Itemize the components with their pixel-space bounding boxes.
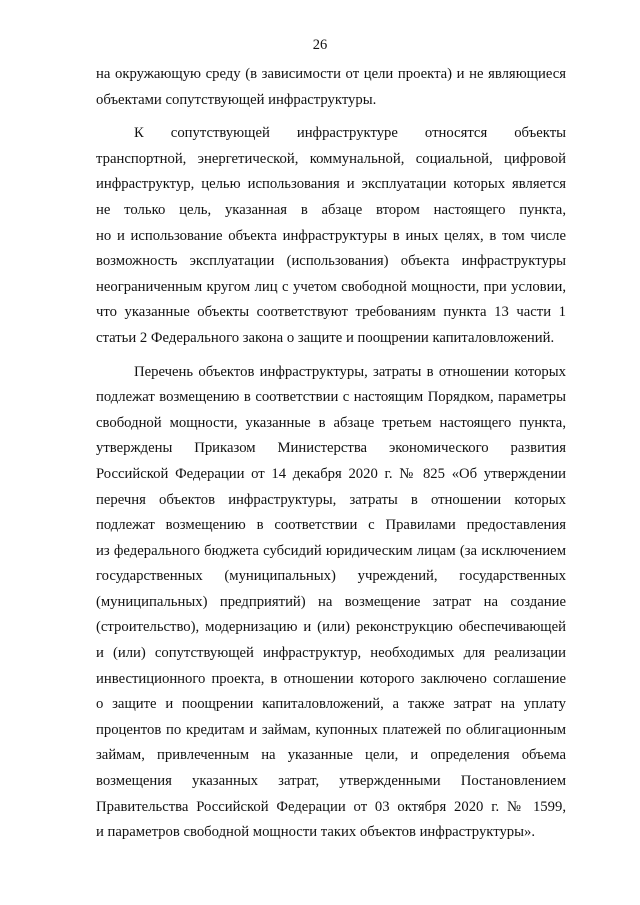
text-line: К сопутствующей инфраструктуре относятся объекты — [134, 125, 566, 142]
text-line: Перечень объектов инфраструктуры, затраты в отношении которых — [134, 363, 566, 380]
text-line: что указанные объекты соответствуют требованиям пункта 13 части 1 — [96, 304, 566, 321]
document-body — [96, 62, 566, 846]
text-line: статьи 2 Федерального закона о защите и поощрении капиталовложений. — [96, 329, 555, 346]
text-line: не только цель, указанная в абзаце втором настоящего пункта, — [96, 201, 566, 218]
text-line: на окружающую среду (в зависимости от цели проекта) и не являющиеся — [96, 66, 566, 82]
text-line: из федерального бюджета субсидий юридическим лицам (за исключением — [96, 542, 566, 559]
text-line: инфраструктур, целью использования и эксплуатации которых является — [96, 176, 566, 193]
text-line: подлежат возмещению в соответствии с настоящим Порядком, параметры — [96, 389, 566, 406]
text-line: займам, привлеченным на указанные цели, и определения объема — [96, 747, 566, 764]
text-line: перечня объектов инфраструктуры, затраты в отношении которых — [96, 491, 566, 508]
page-number: 26 — [312, 37, 328, 53]
text-line: инвестиционного проекта, в отношении которого заключено соглашение — [96, 670, 566, 687]
text-line: и (или) сопутствующей инфраструктур, необходимых для реализации — [96, 645, 566, 662]
text-line: утверждены Приказом Министерства экономического развития — [96, 440, 566, 457]
text-line: и параметров свободной мощности таких объектов инфраструктуры». — [96, 824, 536, 841]
text-line: неограниченным кругом лиц с учетом свободной мощности, при условии, — [96, 278, 566, 295]
text-line: возможность эксплуатации (использования) объекта инфраструктуры — [96, 253, 566, 270]
paragraph-3 — [96, 360, 566, 846]
text-line: возмещения указанных затрат, утвержденными Постановлением — [96, 773, 566, 790]
paragraph-2 — [96, 121, 566, 351]
text-line: объектами сопутствующей инфраструктуры. — [96, 91, 377, 108]
text-line: процентов по кредитам и займам, купонных платежей по облигационным — [96, 721, 566, 738]
text-line: но и использование объекта инфраструктуры в иных целях, в том числе — [96, 227, 566, 244]
text-line: (строительство), модернизацию и (или) реконструкцию обеспечивающей — [96, 619, 566, 636]
text-line: (муниципальных) предприятий) на возмещение затрат на создание — [96, 593, 566, 610]
text-line: транспортной, энергетической, коммунальной, социальной, цифровой — [96, 150, 566, 167]
text-line: Российской Федерации от 14 декабря 2020 г. № 825 «Об утверждении — [96, 465, 566, 482]
text-line: о защите и поощрении капиталовложений, а также затрат на уплату — [96, 696, 566, 713]
text-line: государственных (муниципальных) учреждений, государственных — [96, 568, 566, 585]
text-line: свободной мощности, указанные в абзаце третьем настоящего пункта, — [96, 414, 566, 431]
text-line: Правительства Российской Федерации от 03 октября 2020 г. № 1599, — [96, 798, 566, 815]
paragraph-1 — [96, 62, 566, 113]
text-line: подлежат возмещению в соответствии с Правилами предоставления — [96, 517, 566, 534]
